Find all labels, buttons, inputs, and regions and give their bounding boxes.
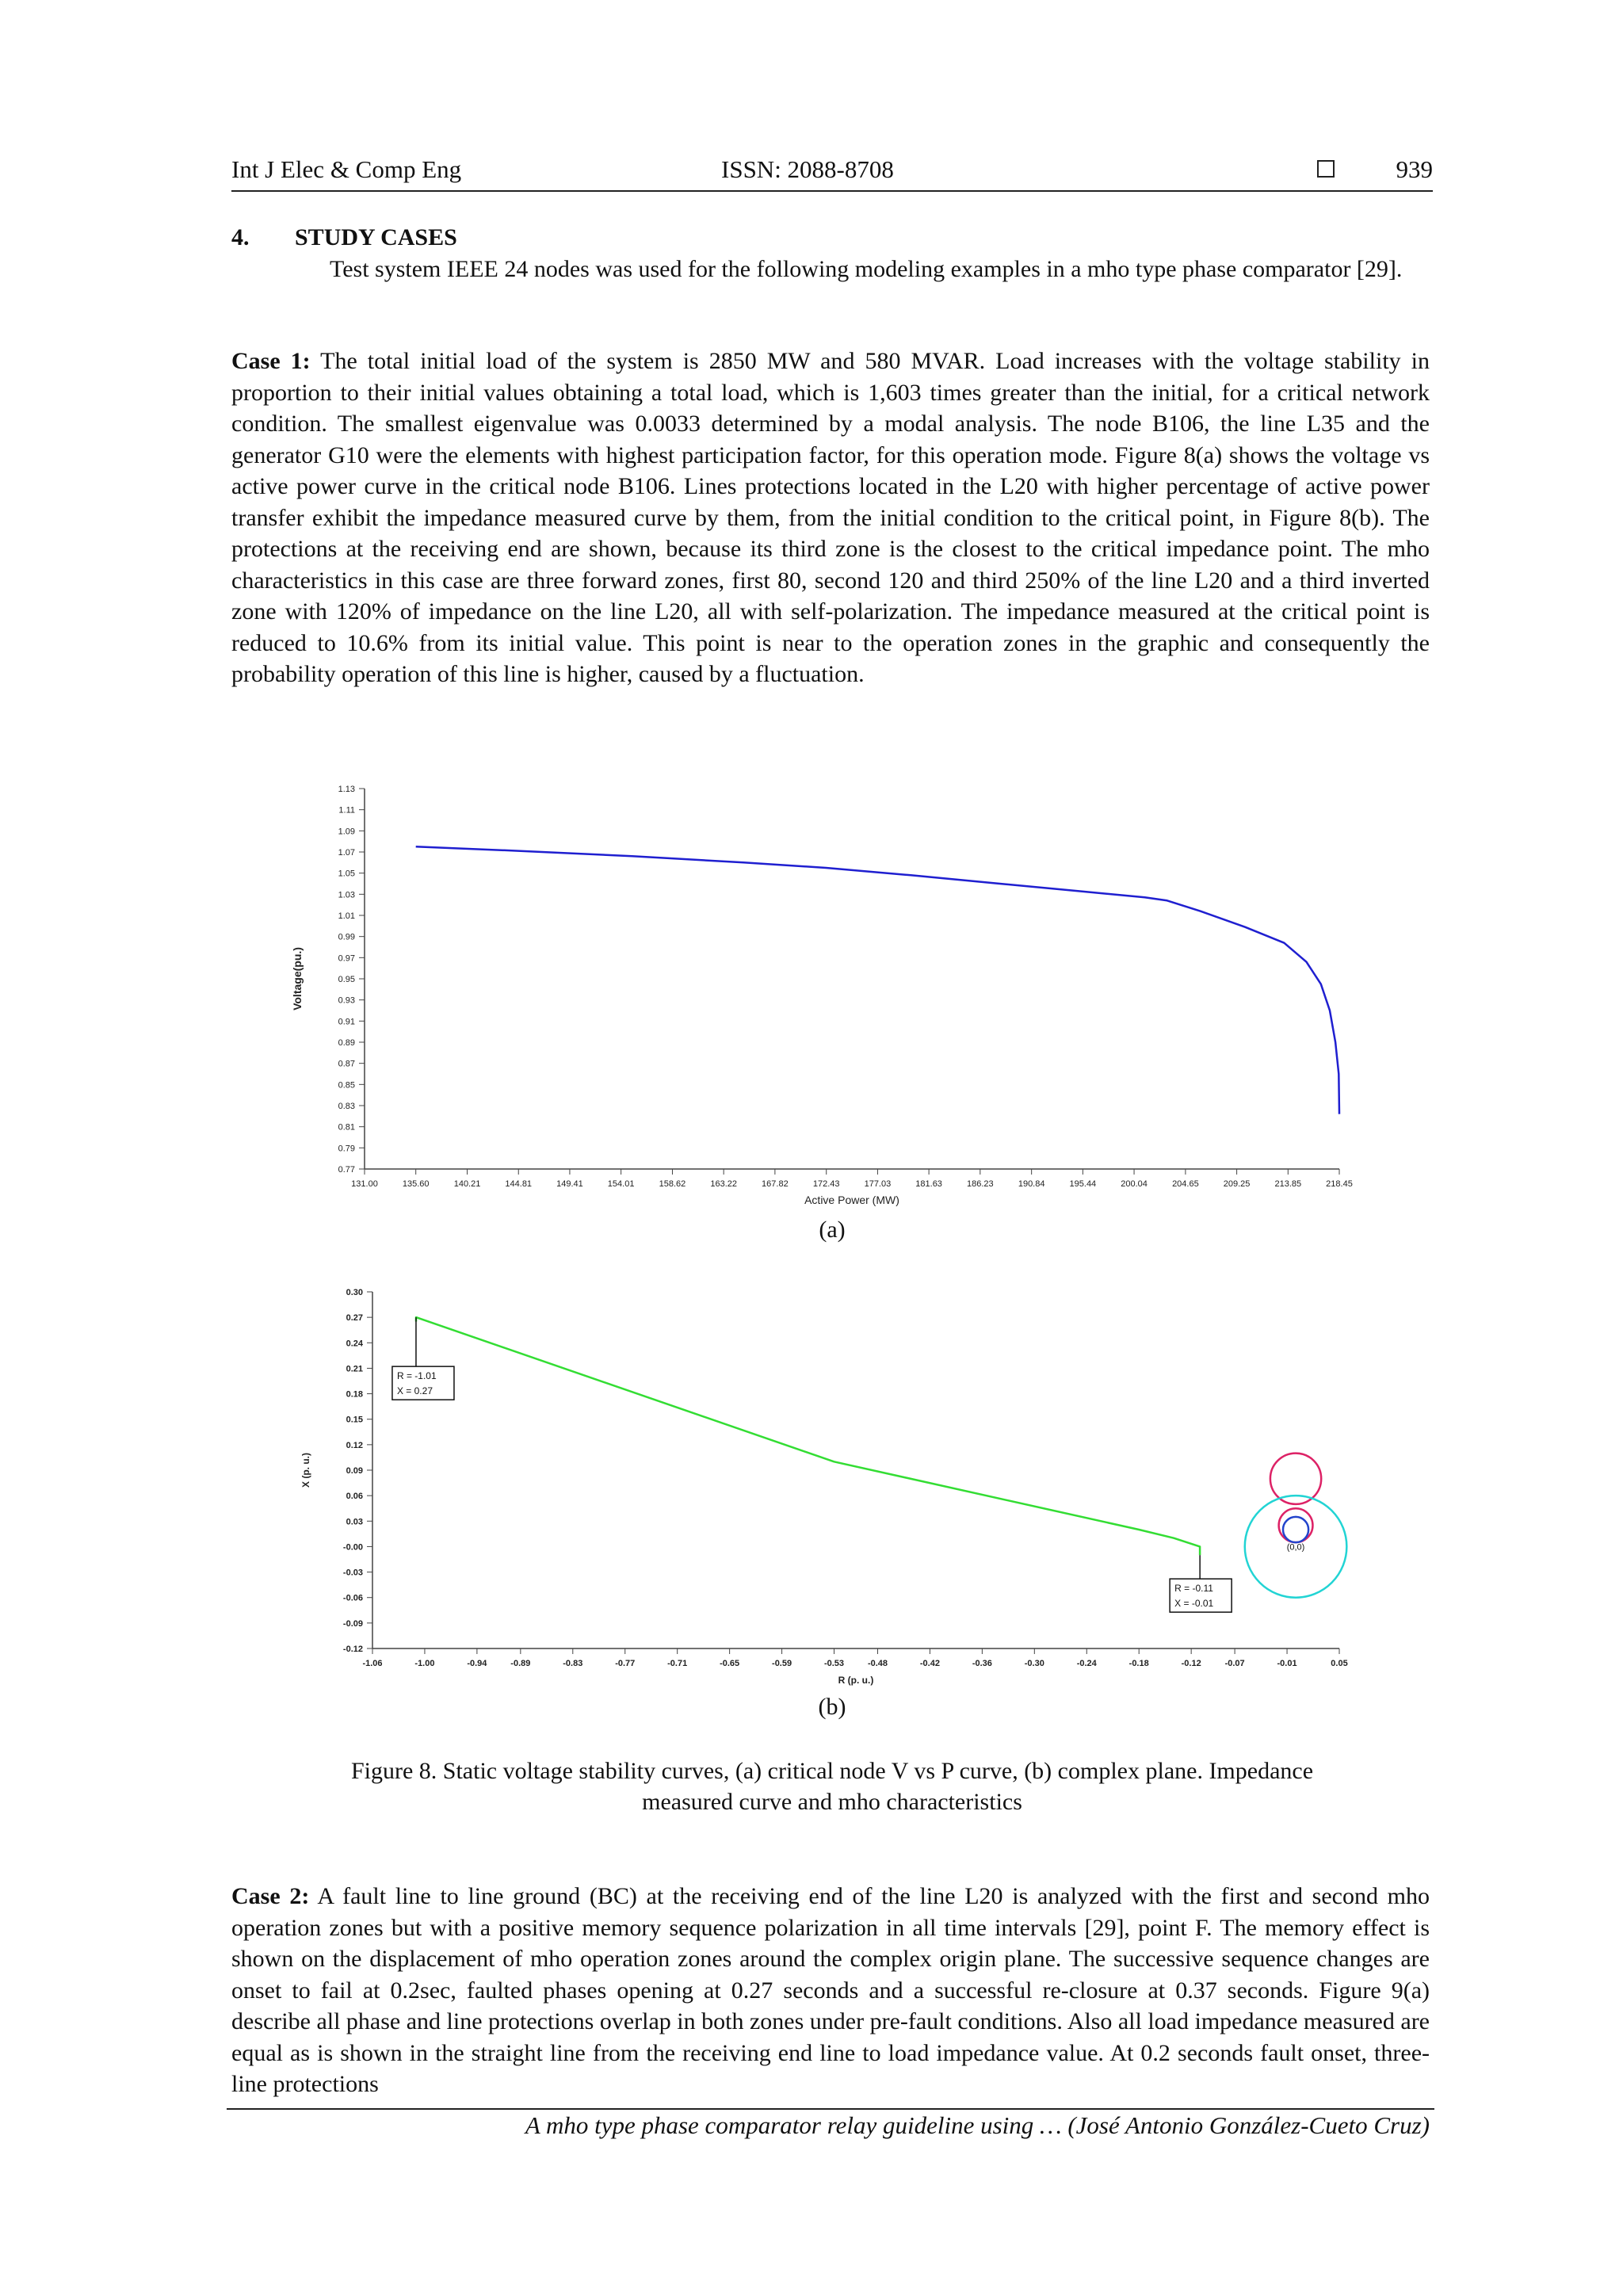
section-intro — [231, 254, 1430, 285]
y-tick-label: 0.24 — [346, 1339, 363, 1349]
y-tick-label: 0.15 — [346, 1415, 363, 1425]
x-tick-label: 154.01 — [607, 1179, 635, 1189]
y-tick-label: 0.99 — [338, 932, 355, 942]
x-tick-label: -0.01 — [1277, 1659, 1297, 1668]
y-tick-label: -0.03 — [342, 1568, 363, 1578]
x-tick-label: -0.94 — [467, 1659, 487, 1668]
issn: ISSN: 2088-8708 — [721, 155, 894, 183]
x-axis-label: R (p. u.) — [838, 1675, 874, 1686]
x-tick-label: -0.12 — [1181, 1659, 1201, 1668]
x-tick-label: 181.63 — [915, 1179, 942, 1189]
y-tick-label: 1.13 — [338, 785, 355, 794]
x-tick-label: -0.36 — [972, 1659, 992, 1668]
y-tick-label: 1.09 — [338, 827, 355, 837]
x-tick-label: -0.07 — [1224, 1659, 1245, 1668]
section-title: STUDY CASES — [295, 224, 457, 250]
x-tick-label: -0.53 — [823, 1659, 845, 1668]
y-tick-label: 0.83 — [338, 1102, 355, 1111]
y-tick-label: 0.85 — [338, 1080, 355, 1091]
annotation-r-value: R = -0.11 — [1174, 1583, 1213, 1595]
y-tick-label: 0.93 — [338, 995, 355, 1006]
y-tick-label: -0.06 — [342, 1593, 363, 1603]
x-tick-label: 167.82 — [762, 1179, 789, 1189]
x-tick-label: 186.23 — [966, 1179, 994, 1189]
x-tick-label: 131.00 — [351, 1179, 378, 1189]
y-tick-label: 0.95 — [338, 975, 355, 984]
x-tick-label: -0.83 — [563, 1659, 583, 1668]
annotation-r-value: R = -1.01 — [396, 1370, 437, 1382]
mho-circle — [1283, 1517, 1308, 1542]
x-tick-label: 149.41 — [556, 1179, 583, 1189]
section-heading — [231, 222, 1430, 254]
y-tick-label: 1.05 — [338, 869, 355, 879]
x-tick-label: 163.22 — [710, 1179, 738, 1189]
x-tick-label: 158.62 — [659, 1179, 686, 1189]
x-tick-label: 218.45 — [1326, 1179, 1353, 1189]
y-tick-label: 0.79 — [338, 1144, 355, 1154]
x-tick-label: 204.65 — [1172, 1179, 1199, 1189]
x-tick-label: 190.84 — [1018, 1179, 1045, 1189]
y-tick-label: -0.00 — [342, 1542, 363, 1553]
x-tick-label: -1.06 — [362, 1659, 383, 1668]
running-footer: A mho type phase comparator relay guideline using … (José Antonio González-Cueto Cruz) — [525, 2111, 1430, 2139]
annotation-x-value: X = 0.27 — [396, 1385, 433, 1397]
x-tick-label: -0.18 — [1128, 1659, 1149, 1668]
y-tick-label: 1.03 — [338, 890, 355, 900]
y-tick-label: 1.11 — [338, 805, 355, 816]
case2-paragraph — [231, 1881, 1430, 2100]
figure-8b — [300, 1280, 1348, 1686]
page-number: 939 — [1396, 155, 1433, 183]
caption-line-2: measured curve and mho characteristics — [642, 1789, 1022, 1815]
figure-caption — [262, 1755, 1403, 1817]
series-line — [416, 846, 1339, 1114]
x-tick-label: 172.43 — [812, 1179, 840, 1189]
x-tick-label: -0.42 — [919, 1659, 940, 1668]
y-tick-label: 0.81 — [338, 1122, 355, 1133]
figure-8a — [291, 781, 1353, 1224]
y-tick-label: 0.87 — [338, 1059, 355, 1069]
case1-paragraph — [231, 346, 1430, 690]
x-tick-label: -0.77 — [615, 1659, 636, 1668]
section-number: 4. — [231, 224, 250, 250]
y-tick-label: 0.21 — [346, 1364, 363, 1374]
y-tick-label: 0.97 — [338, 953, 355, 964]
y-tick-label: 1.01 — [338, 911, 355, 921]
y-tick-label: 0.09 — [346, 1466, 363, 1476]
y-tick-label: 0.77 — [338, 1165, 355, 1175]
y-tick-label: 0.18 — [346, 1389, 363, 1400]
journal-name: Int J Elec & Comp Eng — [231, 155, 462, 183]
x-tick-label: 144.81 — [505, 1179, 533, 1189]
x-tick-label: 195.44 — [1069, 1179, 1097, 1189]
footer-rule — [227, 2108, 1434, 2110]
y-tick-label: 1.07 — [338, 848, 355, 858]
x-axis-label: Active Power (MW) — [804, 1194, 899, 1206]
y-tick-label: 0.91 — [338, 1017, 355, 1027]
x-tick-label: 209.25 — [1223, 1179, 1251, 1189]
origin-label: (0,0) — [1286, 1542, 1305, 1553]
y-axis-label: X (p. u.) — [300, 1453, 311, 1488]
x-tick-label: 213.85 — [1274, 1179, 1302, 1189]
y-tick-label: 0.30 — [346, 1288, 363, 1297]
x-tick-label: -0.89 — [510, 1659, 531, 1668]
y-tick-label: 0.12 — [346, 1440, 363, 1450]
x-tick-label: 140.21 — [453, 1179, 481, 1189]
annotation-x-value: X = -0.01 — [1174, 1598, 1214, 1610]
y-axis-label: Voltage(pu.) — [291, 947, 304, 1010]
x-tick-label: 0.05 — [1331, 1659, 1348, 1668]
x-tick-label: 177.03 — [864, 1179, 892, 1189]
running-header — [231, 152, 1433, 192]
square-icon — [1317, 160, 1335, 178]
y-tick-label: 0.03 — [346, 1517, 363, 1527]
y-tick-label: 0.89 — [338, 1038, 355, 1048]
x-tick-label: 135.60 — [402, 1179, 430, 1189]
y-tick-label: 0.27 — [346, 1313, 363, 1324]
case2-label: Case 2: — [231, 1883, 310, 1909]
y-tick-label: -0.09 — [342, 1618, 363, 1629]
sublabel-b: (b) — [818, 1694, 846, 1720]
x-tick-label: -0.24 — [1076, 1659, 1097, 1668]
x-tick-label: -0.48 — [867, 1659, 888, 1668]
x-tick-label: -0.59 — [772, 1659, 792, 1668]
x-tick-label: -0.65 — [720, 1659, 740, 1668]
x-tick-label: -0.30 — [1024, 1659, 1044, 1668]
caption-line-1: Figure 8. Static voltage stability curves, (a) critical node V vs P curve, (b) complex plane. Impedance — [350, 1758, 1314, 1784]
case1-text: The total initial load of the system is 2850 MW and 580 MVAR. Load increases with the voltage stability in proportion to their initial values obtaining a total load, which is 1,603 times greater than the initial, for a critical network condition. The smallest eigenvalue was 0.0033 determined by a modal analysis. The node B106, the line L35 and the generator G10 were the elements with highest participation factor, for this operation mode. Figure 8(a) shows the voltage vs active power curve in the critical node B106. Lines protections located in the L20 with higher percentage of active power transfer exhibit the impedance measured curve by them, from the initial condition to the critical point, in Figure 8(b). The protections at the receiving end are shown, because its third zone is the closest to the critical impedance point. The mho characteristics in this case are three forward zones, first 80, second 120 and third 250% of the line L20 and a third inverted zone with 120% of impedance on the line L20, all with self-polarization. The impedance measured at the critical point is reduced to 10.6% from its initial value. This point is near to the operation zones in the graphic and consequently the probability operation of this line is higher, caused by a fluctuation. — [231, 348, 1430, 687]
intro-text: Test system IEEE 24 nodes was used for the following modeling examples in a mho type phase comparator [29]. — [330, 256, 1403, 282]
impedance-plane-chart — [300, 1280, 1348, 1686]
voltage-vs-power-chart — [291, 781, 1353, 1224]
case1-label: Case 1: — [231, 348, 311, 374]
y-tick-label: -0.12 — [342, 1645, 363, 1654]
series-line — [416, 1317, 1200, 1555]
sublabel-a: (a) — [819, 1217, 846, 1243]
x-tick-label: 200.04 — [1121, 1179, 1148, 1189]
x-tick-label: -1.00 — [414, 1659, 435, 1668]
case2-text: A fault line to line ground (BC) at the receiving end of the line L20 is analyzed with the first and second mho operation zones but with a positive memory sequence polarization in all time intervals [29], point F. The memory effect is shown on the displacement of mho operation zones around the complex origin plane. The successive sequence changes are onset to fail at 0.2sec, faulted phases opening at 0.27 seconds and a successful re-closure at 0.37 seconds. Figure 9(a) describe all phase and line protections overlap in both zones under pre-fault conditions. Also all load impedance measured are equal as is shown in the straight line from the receiving end line to load impedance value. At 0.2 seconds fault onset, three-line protections — [231, 1883, 1430, 2097]
y-tick-label: 0.06 — [346, 1492, 363, 1502]
x-tick-label: -0.71 — [667, 1659, 688, 1668]
